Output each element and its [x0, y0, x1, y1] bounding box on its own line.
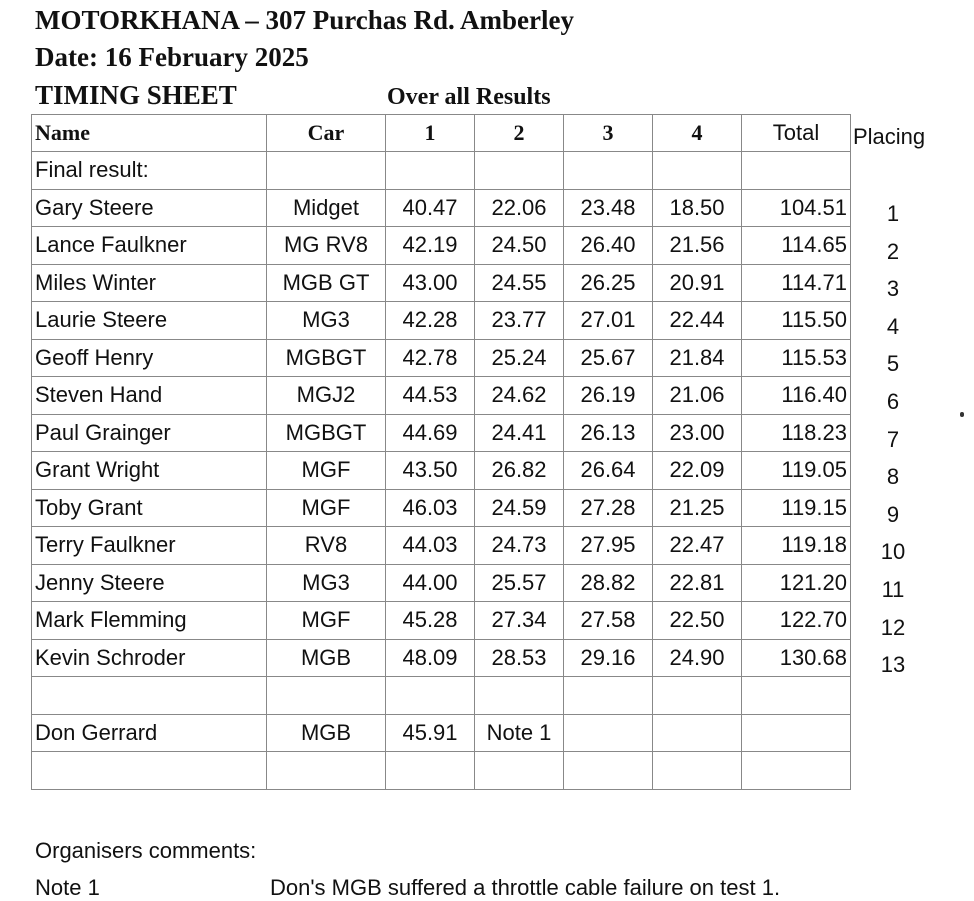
- car-model: MGJ2: [267, 377, 386, 415]
- event-title: MOTORKHANA – 307 Purchas Rd. Amberley: [35, 5, 575, 35]
- blank-row: [32, 677, 851, 715]
- empty-cell: [653, 152, 742, 190]
- empty-cell: [267, 152, 386, 190]
- test-1-time: 48.09: [386, 639, 475, 677]
- driver-name: Steven Hand: [32, 377, 267, 415]
- driver-name: Gary Steere: [32, 189, 267, 227]
- total-time: 119.18: [742, 527, 851, 565]
- result-row: [32, 639, 851, 677]
- blank-row: [32, 752, 851, 790]
- driver-name: Jenny Steere: [32, 564, 267, 602]
- empty-cell: [386, 752, 475, 790]
- result-row: [32, 489, 851, 527]
- test-4-time: 23.00: [653, 414, 742, 452]
- driver-name: Terry Faulkner: [32, 527, 267, 565]
- stray-mark: [960, 412, 964, 417]
- car-model: MG3: [267, 302, 386, 340]
- total-time: 116.40: [742, 377, 851, 415]
- result-row: [32, 189, 851, 227]
- test-4-time: 21.25: [653, 489, 742, 527]
- driver-name: Paul Grainger: [32, 414, 267, 452]
- empty-cell: [564, 677, 653, 715]
- total-time: 104.51: [742, 189, 851, 227]
- car-model: MGF: [267, 602, 386, 640]
- car-model: MGF: [267, 452, 386, 490]
- result-row: [32, 227, 851, 265]
- test-1-time: 45.91: [386, 714, 475, 752]
- empty-cell: [32, 677, 267, 715]
- test-4-time: 22.50: [653, 602, 742, 640]
- test-2-note: Note 1: [475, 714, 564, 752]
- placing-value: 11: [881, 576, 905, 602]
- empty-cell: [32, 752, 267, 790]
- test-4-time: 22.09: [653, 452, 742, 490]
- empty-cell: [653, 677, 742, 715]
- driver-name: Lance Faulkner: [32, 227, 267, 265]
- test-2-time: 23.77: [475, 302, 564, 340]
- test-1-time: 44.00: [386, 564, 475, 602]
- total-time: 119.05: [742, 452, 851, 490]
- placing-value: 1: [886, 201, 900, 226]
- empty-cell: [653, 714, 742, 752]
- driver-name: Don Gerrard: [32, 714, 267, 752]
- car-model: MGBGT: [267, 339, 386, 377]
- test-4-time: 21.84: [653, 339, 742, 377]
- total-time: 114.65: [742, 227, 851, 265]
- col-header-test-4: 4: [653, 115, 742, 152]
- empty-cell: [564, 752, 653, 790]
- driver-name: Grant Wright: [32, 452, 267, 490]
- empty-cell: [742, 677, 851, 715]
- placing-value: 10: [880, 539, 906, 565]
- test-3-time: 25.67: [564, 339, 653, 377]
- test-2-time: 24.59: [475, 489, 564, 527]
- placing-value: 12: [880, 614, 906, 640]
- test-1-time: 43.00: [386, 264, 475, 302]
- col-header-car: Car: [267, 115, 386, 152]
- final-result-label: Final result:: [32, 152, 267, 190]
- col-header-name: Name: [32, 115, 267, 152]
- empty-cell: [742, 752, 851, 790]
- car-model: MGF: [267, 489, 386, 527]
- placing-value: 4: [886, 313, 900, 339]
- driver-name: Miles Winter: [32, 264, 267, 302]
- placing-value: 6: [886, 388, 900, 414]
- test-4-time: 20.91: [653, 264, 742, 302]
- test-3-time: 28.82: [564, 564, 653, 602]
- result-row: [32, 564, 851, 602]
- placing-value: 5: [886, 351, 900, 377]
- test-2-time: 25.24: [475, 339, 564, 377]
- test-2-time: 24.55: [475, 264, 564, 302]
- test-3-time: 27.01: [564, 302, 653, 340]
- empty-cell: [742, 714, 851, 752]
- empty-cell: [267, 677, 386, 715]
- driver-name: Kevin Schroder: [32, 639, 267, 677]
- empty-cell: [386, 677, 475, 715]
- organisers-comments-label: Organisers comments:: [35, 838, 257, 863]
- test-4-time: 18.50: [653, 189, 742, 227]
- test-2-time: 24.62: [475, 377, 564, 415]
- col-header-total: Total: [742, 115, 851, 152]
- total-time: 118.23: [742, 414, 851, 452]
- test-3-time: 26.13: [564, 414, 653, 452]
- sheet-title: TIMING SHEET: [35, 80, 237, 110]
- car-model: MG3: [267, 564, 386, 602]
- empty-cell: [742, 152, 851, 190]
- total-time: 119.15: [742, 489, 851, 527]
- placing-value: 7: [886, 426, 900, 452]
- result-row: [32, 339, 851, 377]
- driver-name: Laurie Steere: [32, 302, 267, 340]
- col-header-test-2: 2: [475, 115, 564, 152]
- result-row: [32, 264, 851, 302]
- car-model: MGBGT: [267, 414, 386, 452]
- car-model: Midget: [267, 189, 386, 227]
- test-1-time: 44.03: [386, 527, 475, 565]
- placing-value: 13: [880, 652, 906, 678]
- driver-name: Geoff Henry: [32, 339, 267, 377]
- note-text: Don's MGB suffered a throttle cable failure on test 1.: [270, 875, 781, 900]
- incomplete-row: [32, 714, 851, 752]
- event-date: Date: 16 February 2025: [35, 42, 309, 72]
- total-time: 115.53: [742, 339, 851, 377]
- test-1-time: 44.69: [386, 414, 475, 452]
- test-1-time: 42.19: [386, 227, 475, 265]
- test-2-time: 24.73: [475, 527, 564, 565]
- test-3-time: 27.28: [564, 489, 653, 527]
- empty-cell: [475, 752, 564, 790]
- test-1-time: 44.53: [386, 377, 475, 415]
- test-1-time: 45.28: [386, 602, 475, 640]
- total-time: 115.50: [742, 302, 851, 340]
- col-header-test-3: 3: [564, 115, 653, 152]
- placing-value: 3: [886, 276, 900, 302]
- total-time: 122.70: [742, 602, 851, 640]
- test-1-time: 40.47: [386, 189, 475, 227]
- empty-cell: [564, 714, 653, 752]
- total-time: 130.68: [742, 639, 851, 677]
- result-row: [32, 302, 851, 340]
- empty-cell: [653, 752, 742, 790]
- test-2-time: 26.82: [475, 452, 564, 490]
- test-3-time: 26.25: [564, 264, 653, 302]
- results-subtitle: Over all Results: [387, 84, 551, 110]
- note-label: Note 1: [35, 875, 100, 900]
- car-model: MGB: [267, 639, 386, 677]
- test-3-time: 27.58: [564, 602, 653, 640]
- header-row: [32, 115, 851, 152]
- test-2-time: 25.57: [475, 564, 564, 602]
- test-3-time: 23.48: [564, 189, 653, 227]
- driver-name: Toby Grant: [32, 489, 267, 527]
- result-row: [32, 452, 851, 490]
- empty-cell: [475, 677, 564, 715]
- final-result-row: [32, 152, 851, 190]
- placing-list: [853, 195, 933, 684]
- result-row: [32, 527, 851, 565]
- test-3-time: 26.40: [564, 227, 653, 265]
- test-4-time: 22.47: [653, 527, 742, 565]
- test-2-time: 28.53: [475, 639, 564, 677]
- empty-cell: [475, 152, 564, 190]
- car-model: MGB GT: [267, 264, 386, 302]
- test-2-time: 27.34: [475, 602, 564, 640]
- car-model: RV8: [267, 527, 386, 565]
- total-time: 121.20: [742, 564, 851, 602]
- test-4-time: 21.06: [653, 377, 742, 415]
- test-4-time: 24.90: [653, 639, 742, 677]
- test-1-time: 42.28: [386, 302, 475, 340]
- results-table: [31, 114, 851, 790]
- test-3-time: 26.19: [564, 377, 653, 415]
- col-header-placing: Placing: [853, 124, 926, 149]
- test-4-time: 22.81: [653, 564, 742, 602]
- placing-value: 9: [886, 501, 900, 527]
- test-4-time: 22.44: [653, 302, 742, 340]
- driver-name: Mark Flemming: [32, 602, 267, 640]
- empty-cell: [267, 752, 386, 790]
- car-model: MGB: [267, 714, 386, 752]
- empty-cell: [386, 152, 475, 190]
- test-1-time: 43.50: [386, 452, 475, 490]
- test-2-time: 22.06: [475, 189, 564, 227]
- col-header-test-1: 1: [386, 115, 475, 152]
- result-row: [32, 414, 851, 452]
- empty-cell: [564, 152, 653, 190]
- car-model: MG RV8: [267, 227, 386, 265]
- test-1-time: 46.03: [386, 489, 475, 527]
- result-row: [32, 377, 851, 415]
- placing-value: 8: [886, 464, 900, 490]
- test-2-time: 24.41: [475, 414, 564, 452]
- placing-value: 2: [886, 238, 900, 264]
- test-4-time: 21.56: [653, 227, 742, 265]
- test-3-time: 29.16: [564, 639, 653, 677]
- test-3-time: 27.95: [564, 527, 653, 565]
- test-3-time: 26.64: [564, 452, 653, 490]
- test-1-time: 42.78: [386, 339, 475, 377]
- total-time: 114.71: [742, 264, 851, 302]
- result-row: [32, 602, 851, 640]
- test-2-time: 24.50: [475, 227, 564, 265]
